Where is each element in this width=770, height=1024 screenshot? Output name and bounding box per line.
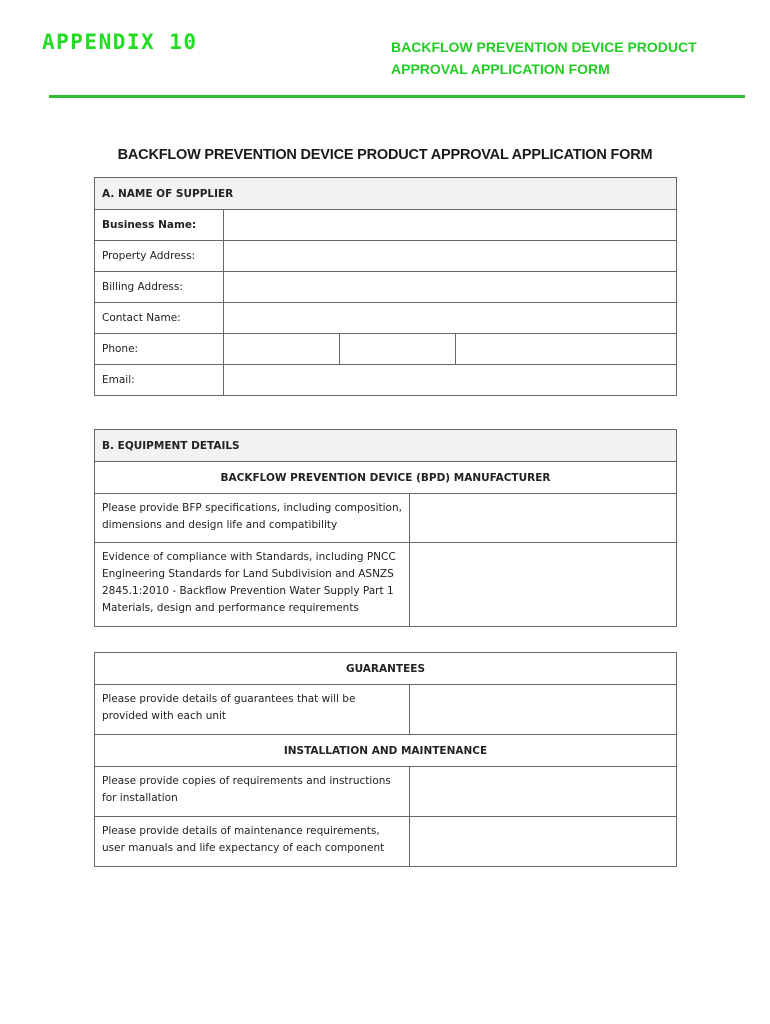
- email-field[interactable]: [224, 365, 677, 396]
- email-label: Email:: [95, 365, 224, 396]
- phone-field-2[interactable]: [340, 334, 456, 365]
- header-title-line-1: BACKFLOW PREVENTION DEVICE PRODUCT: [391, 39, 697, 55]
- installation-requirements-label: Please provide copies of requirements and instructions for installation: [95, 767, 410, 817]
- phone-field-1[interactable]: [224, 334, 340, 365]
- section-b-heading: B. EQUIPMENT DETAILS: [95, 430, 677, 462]
- appendix-label: APPENDIX 10: [42, 30, 198, 54]
- form-title: BACKFLOW PREVENTION DEVICE PRODUCT APPROVAL APPLICATION FORM: [117, 147, 653, 163]
- property-address-label: Property Address:: [95, 241, 224, 272]
- bfp-specifications-field[interactable]: [410, 494, 677, 543]
- bfp-specifications-label: Please provide BFP specifications, including composition, dimensions and design life and compatibility: [95, 494, 410, 543]
- guarantees-label: Please provide details of guarantees that will be provided with each unit: [95, 685, 410, 735]
- contact-name-label: Contact Name:: [95, 303, 224, 334]
- billing-address-field[interactable]: [224, 272, 677, 303]
- contact-name-field[interactable]: [224, 303, 677, 334]
- property-address-field[interactable]: [224, 241, 677, 272]
- installation-requirements-field[interactable]: [410, 767, 677, 817]
- standards-compliance-field[interactable]: [410, 543, 677, 627]
- standards-compliance-label: Evidence of compliance with Standards, including PNCC Engineering Standards for Land Subdivision and ASNZS 2845.1:2010 - Backflow Prevention Water Supply Part 1 Materials, design and performance requirements: [95, 543, 410, 627]
- header-title-line-2: APPROVAL APPLICATION FORM: [391, 61, 610, 77]
- equipment-table: [94, 429, 677, 627]
- header-title: [391, 36, 751, 80]
- billing-address-label: Billing Address:: [95, 272, 224, 303]
- phone-field-3[interactable]: [456, 334, 677, 365]
- guarantees-installation-table: [94, 652, 677, 867]
- bpd-manufacturer-heading: BACKFLOW PREVENTION DEVICE (BPD) MANUFACTURER: [95, 462, 677, 494]
- header-divider: [49, 95, 745, 98]
- guarantees-field[interactable]: [410, 685, 677, 735]
- business-name-field[interactable]: [224, 210, 677, 241]
- guarantees-heading: GUARANTEES: [95, 653, 677, 685]
- supplier-table: [94, 177, 677, 396]
- maintenance-requirements-label: Please provide details of maintenance requirements, user manuals and life expectancy of each component: [95, 817, 410, 867]
- installation-maintenance-heading: INSTALLATION AND MAINTENANCE: [95, 735, 677, 767]
- section-a-heading: A. NAME OF SUPPLIER: [95, 178, 677, 210]
- maintenance-requirements-field[interactable]: [410, 817, 677, 867]
- business-name-label: Business Name:: [95, 210, 224, 241]
- phone-label: Phone:: [95, 334, 224, 365]
